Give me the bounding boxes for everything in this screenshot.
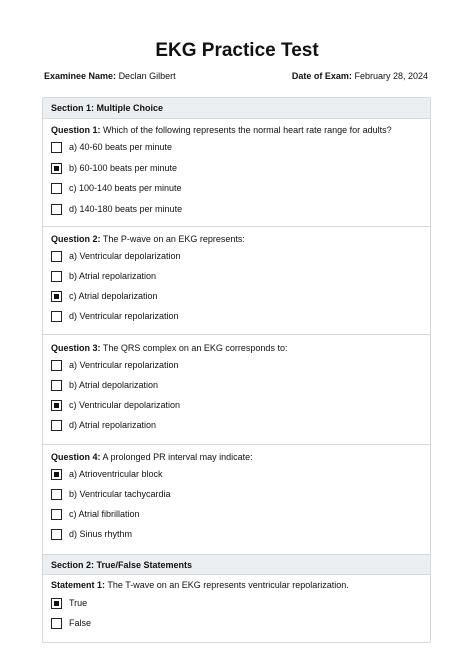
question-2 [51, 234, 245, 244]
statement-text: The T-wave on an EKG represents ventricular repolarization. [107, 580, 349, 590]
checkbox[interactable] [51, 360, 62, 371]
option-label: b) Ventricular tachycardia [69, 489, 171, 499]
question-label: Question 3: [51, 343, 101, 353]
checkbox[interactable] [51, 251, 62, 262]
checkbox[interactable] [51, 183, 62, 194]
checkbox[interactable] [51, 420, 62, 431]
divider [43, 226, 430, 227]
checkbox[interactable] [51, 204, 62, 215]
exam-date [292, 71, 428, 81]
divider [43, 334, 430, 335]
option-label: c) Atrial depolarization [69, 291, 158, 301]
checkbox[interactable] [51, 142, 62, 153]
option-label: b) Atrial depolarization [69, 380, 159, 390]
option-label: d) Ventricular repolarization [69, 311, 179, 321]
question-label: Question 1: [51, 125, 101, 135]
option-label: d) 140-180 beats per minute [69, 204, 183, 214]
checkbox[interactable] [51, 291, 62, 302]
exam-date-value: February 28, 2024 [354, 71, 428, 81]
question-text: The P-wave on an EKG represents: [102, 234, 245, 244]
checkbox[interactable] [51, 380, 62, 391]
exam-date-label: Date of Exam: [291, 71, 352, 81]
option-label: a) Atrioventricular block [69, 469, 163, 479]
question-label: Question 4: [51, 452, 101, 462]
checkbox[interactable] [51, 529, 62, 540]
section-1-header: Section 1: Multiple Choice [43, 98, 430, 119]
question-label: Question 2: [51, 234, 101, 244]
option-label: a) Ventricular repolarization [69, 360, 179, 370]
option-label: b) Atrial repolarization [69, 271, 157, 281]
examinee-name [44, 71, 176, 81]
checkbox[interactable] [51, 271, 62, 282]
checkbox[interactable] [51, 311, 62, 322]
test-form [42, 97, 431, 643]
checkbox[interactable] [51, 618, 62, 629]
option-label: c) Atrial fibrillation [69, 509, 140, 519]
divider [43, 444, 430, 445]
option-label: a) 40-60 beats per minute [69, 142, 173, 152]
checkbox[interactable] [51, 489, 62, 500]
question-text: Which of the following represents the normal heart rate range for adults? [103, 125, 392, 135]
option-label: c) Ventricular depolarization [69, 400, 181, 410]
option-label: True [69, 598, 88, 608]
section-2-header: Section 2: True/False Statements [43, 554, 430, 575]
checkbox[interactable] [51, 509, 62, 520]
question-1 [51, 125, 392, 135]
page-title: EKG Practice Test [155, 40, 319, 61]
question-text: A prolonged PR interval may indicate: [102, 452, 253, 462]
checkbox[interactable] [51, 163, 62, 174]
examinee-name-value: Declan Gilbert [118, 71, 176, 81]
question-4 [51, 452, 253, 462]
statement-label: Statement 1: [51, 580, 106, 590]
option-label: a) Ventricular depolarization [69, 251, 181, 261]
question-3 [51, 343, 287, 353]
question-text: The QRS complex on an EKG corresponds to: [102, 343, 288, 353]
checkbox[interactable] [51, 469, 62, 480]
option-label: c) 100-140 beats per minute [69, 183, 182, 193]
option-label: b) 60-100 beats per minute [69, 163, 178, 173]
checkbox[interactable] [51, 400, 62, 411]
option-label: d) Sinus rhythm [69, 529, 133, 539]
option-label: False [69, 618, 92, 628]
examinee-name-label: Examinee Name: [44, 71, 117, 81]
option-label: d) Atrial repolarization [69, 420, 157, 430]
statement-1 [51, 580, 349, 590]
checkbox[interactable] [51, 598, 62, 609]
